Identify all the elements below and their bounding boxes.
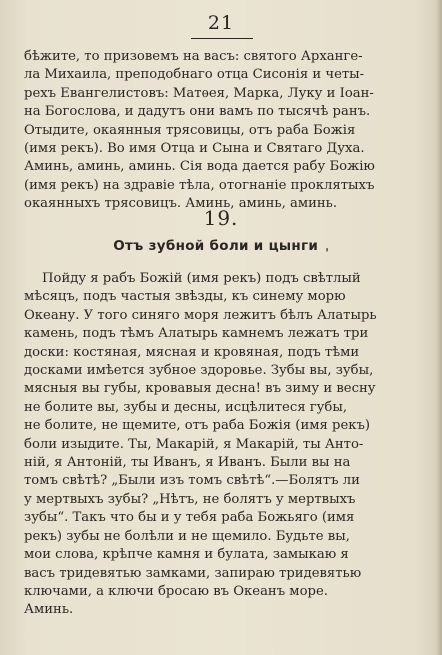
text-line: Аминь, аминь, аминь. Сія вода дается рабу Божію <box>24 159 375 175</box>
text-line: досками имѣется зубное здоровье. Зубы вы, зубы, <box>24 363 374 379</box>
text-line: не болите вы, зубы и десны, исцѣлитеся губы, <box>24 399 348 415</box>
text-line: Аминь. <box>24 602 74 618</box>
section-number: 19. <box>203 206 239 230</box>
section-title-mark: , <box>322 237 331 255</box>
text-line: (имя рекъ). Во имя Отца и Сына и Святаго Духа. <box>24 141 365 157</box>
section-text-block <box>24 270 422 620</box>
text-line: мои слова, крѣпче камня и булата, замыкаю я <box>24 547 349 563</box>
text-line: томъ свѣтѣ? „Были изъ томъ свѣтѣ“.—Болятъ ли <box>24 473 360 489</box>
text-line: окаянныхъ трясовицъ. Аминь, аминь, аминь. <box>24 196 338 212</box>
text-line: Отыдите, окаянныя трясовицы, отъ раба Божія <box>24 122 356 138</box>
text-line: ключами, а ключи бросаю въ Океанъ море. <box>24 583 328 599</box>
text-line: зубы“. Такъ что бы и у тебя раба Божьяго (имя <box>24 510 355 526</box>
text-line: доски: костяная, мясная и кровяная, подъ тѣми <box>24 344 360 360</box>
text-line: (имя рекъ) на здравіе тѣла, отогнаніе проклятыхъ <box>24 177 375 193</box>
page-edge-shadow <box>436 0 442 655</box>
section-title <box>0 238 442 254</box>
text-line: рехъ Евангелистовъ: Матѳея, Марка, Луку и Іоан- <box>24 85 374 101</box>
text-line: на Богослова, и дадутъ они вамъ по тысячѣ ранъ. <box>24 104 371 120</box>
previous-text-block <box>24 48 422 214</box>
text-line: Пойду я рабъ Божій (имя рекъ) подъ свѣтлый <box>42 271 361 286</box>
text-line: мясныя вы губы, кровавыя десна! въ зиму и весну <box>24 381 376 397</box>
section-title-text: Отъ зубной боли и цынги <box>113 238 319 254</box>
text-line: мѣсяцъ, подъ частыя звѣзды, къ синему морю <box>24 289 346 305</box>
page-number: 21 <box>207 12 235 34</box>
text-line: васъ тридевятью замками, запираю тридевятью <box>24 565 362 581</box>
text-line: Океану. У того синяго моря лежитъ бѣлъ Алатырь <box>24 307 377 323</box>
text-line: боли изыдите. Ты, Макарій, я Макарій, ты Анто- <box>24 436 364 452</box>
text-line: камень, подъ тѣмъ Алатырь камнемъ лежатъ три <box>24 326 369 342</box>
text-line: ла Михаила, преподобнаго отца Сисонія и четы- <box>24 67 365 83</box>
text-line: ній, я Антоній, ты Иванъ, я Иванъ. Были вы на <box>24 455 351 471</box>
text-line: у мертвыхъ зубы? „Нѣтъ, не болятъ у мертвыхъ <box>24 491 356 507</box>
header-rule <box>191 38 253 39</box>
text-line: рекъ) зубы не болѣли и не щемило. Будьте вы, <box>24 528 350 544</box>
text-line: не болите, не щемите, отъ раба Божія (имя рекъ) <box>24 418 371 434</box>
text-line: бѣжите, то призовемъ на васъ: святого Арханге- <box>24 49 363 64</box>
